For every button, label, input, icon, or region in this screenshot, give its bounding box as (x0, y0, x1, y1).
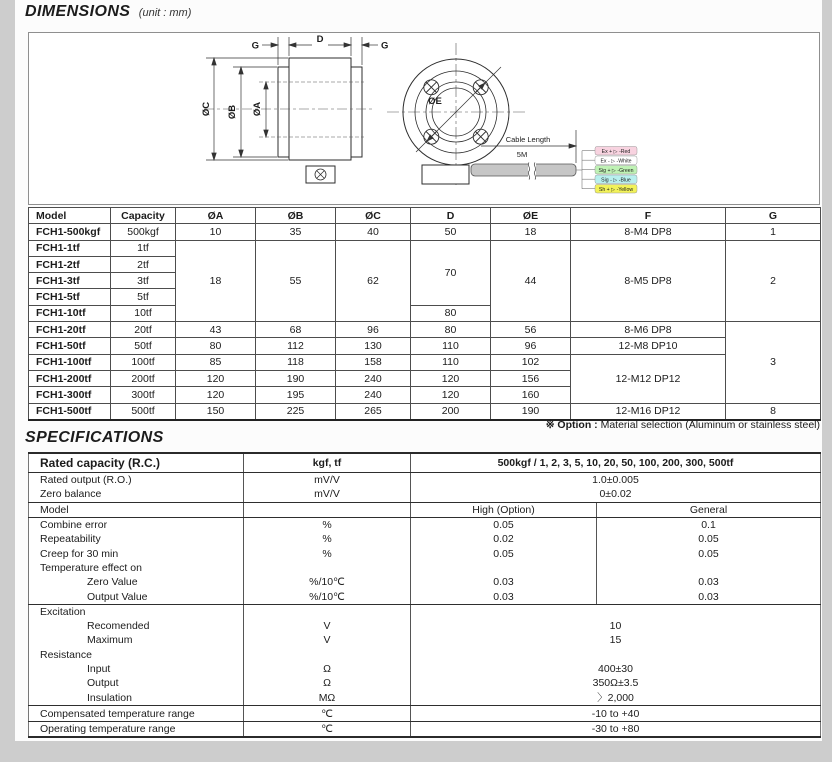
wire-label-text: Ex - ▷ -White (600, 158, 632, 165)
wire-label-sig-plus (595, 166, 637, 175)
cell-d: 50 (411, 224, 491, 240)
spec-label: Temperature effect on (29, 561, 244, 575)
specifications-title-text: SPECIFICATIONS (25, 429, 164, 446)
spec-row (29, 604, 821, 619)
table-row (29, 338, 821, 354)
spec-label: Input (29, 662, 244, 676)
spec-label: Combine error (29, 517, 244, 532)
cell-capacity: 20tf (111, 322, 176, 338)
spec-unit: % (244, 546, 411, 560)
cell-dia-a: 85 (176, 354, 256, 370)
spec-label: Output (29, 676, 244, 690)
spec-unit: %/10℃ (244, 589, 411, 604)
cell-model: FCH1-5tf (29, 289, 111, 305)
cell-dia-e: 96 (491, 338, 571, 354)
spec-unit: Ω (244, 676, 411, 690)
spec-label: Maximum (29, 633, 244, 647)
spec-row (29, 546, 821, 560)
spec-unit (244, 648, 411, 662)
cell-dia-c: 130 (336, 338, 411, 354)
spec-high-value: 0.03 (411, 575, 597, 589)
cell-d: 110 (411, 338, 491, 354)
cell-g: 8 (726, 403, 821, 420)
wire-label-ex-minus (595, 156, 637, 165)
cell-dia-a: 18 (176, 240, 256, 321)
spec-unit: MΩ (244, 690, 411, 706)
cell-capacity: 200tf (111, 370, 176, 386)
dimensions-unit-text: (unit : mm) (138, 7, 192, 19)
spec-value: -10 to +40 (411, 706, 821, 721)
column-header-dia-b: ØB (256, 208, 336, 224)
dim-label-g-left: G (251, 40, 259, 52)
column-header-model: Model (29, 208, 111, 224)
spec-high-value: 0.03 (411, 589, 597, 604)
spec-unit: ℃ (244, 706, 411, 721)
cell-capacity: 100tf (111, 354, 176, 370)
cable-length-value: 5M (516, 150, 528, 159)
cell-model: FCH1-2tf (29, 256, 111, 272)
cable-length-label: Cable Length (505, 135, 551, 144)
option-note-text: Material selection (Aluminum or stainless steel) (597, 419, 820, 431)
cell-dia-b: 55 (256, 240, 336, 321)
dim-label-dia-b: ØB (227, 104, 238, 120)
spec-unit: % (244, 517, 411, 532)
spec-label: Repeatability (29, 532, 244, 546)
cell-dia-c: 158 (336, 354, 411, 370)
spec-label: Zero balance (29, 487, 244, 502)
cell-capacity: 5tf (111, 289, 176, 305)
cell-d: 110 (411, 354, 491, 370)
dim-label-d: D (316, 34, 324, 45)
wire-label-shield (595, 185, 637, 194)
dimensions-title-text: DIMENSIONS (25, 3, 131, 20)
spec-unit: ℃ (244, 721, 411, 737)
table-row (29, 322, 821, 338)
cell-dia-e: 160 (491, 387, 571, 403)
option-note (546, 419, 820, 431)
wire-tree (576, 151, 595, 189)
spec-high-value: 0.05 (411, 517, 597, 532)
spec-label: Resistance (29, 648, 244, 662)
cell-dia-b: 68 (256, 322, 336, 338)
wire-label-text: Sig - ▷ -Blue (601, 177, 631, 184)
column-header-f: F (571, 208, 726, 224)
spec-row (29, 453, 821, 473)
column-header-capacity: Capacity (111, 208, 176, 224)
spec-value: 500kgf / 1, 2, 3, 5, 10, 20, 50, 100, 200, 300, 500tf (411, 453, 821, 473)
spec-label: Creep for 30 min (29, 546, 244, 560)
cell-dia-a: 10 (176, 224, 256, 240)
spec-value (411, 648, 821, 662)
cell-d: 120 (411, 370, 491, 386)
cell-model: FCH1-1tf (29, 240, 111, 256)
dim-label-dia-a: ØA (252, 101, 263, 117)
cell-dia-b: 118 (256, 354, 336, 370)
cell-dia-a: 80 (176, 338, 256, 354)
cell-dia-c: 40 (336, 224, 411, 240)
cell-dia-b: 112 (256, 338, 336, 354)
cell-dia-c: 96 (336, 322, 411, 338)
cell-f: 12-M8 DP10 (571, 338, 726, 354)
column-header-dia-a: ØA (176, 208, 256, 224)
cell-d: 80 (411, 322, 491, 338)
cell-capacity: 2tf (111, 256, 176, 272)
spec-row (29, 706, 821, 721)
spec-unit: mV/V (244, 473, 411, 488)
spec-row (29, 676, 821, 690)
cell-dia-e: 18 (491, 224, 571, 240)
spec-unit: V (244, 619, 411, 633)
spec-unit: mV/V (244, 487, 411, 502)
column-header-dia-c: ØC (336, 208, 411, 224)
cell-f: 12-M16 DP12 (571, 403, 726, 420)
cell-g: 3 (726, 322, 821, 403)
cell-dia-b: 195 (256, 387, 336, 403)
spec-label: Model (29, 502, 244, 517)
spec-label: Output Value (29, 589, 244, 604)
cell-dia-c: 240 (336, 387, 411, 403)
spec-row (29, 575, 821, 589)
spec-general-value: 0.05 (698, 533, 719, 546)
spec-row (29, 487, 821, 502)
spec-label: Compensated temperature range (29, 706, 244, 721)
side-view (278, 58, 362, 183)
cell-model: FCH1-100tf (29, 354, 111, 370)
spec-row (29, 532, 821, 546)
spec-label: Recomended (29, 619, 244, 633)
specifications-table (28, 452, 821, 738)
cell-dia-a: 120 (176, 370, 256, 386)
spec-high-value: 0.05 (411, 546, 597, 560)
spec-value (411, 604, 821, 619)
spec-unit: Ω (244, 662, 411, 676)
cell-dia-a: 43 (176, 322, 256, 338)
spec-general-value: 0.05 (698, 547, 719, 560)
spec-label: Zero Value (29, 575, 244, 589)
spec-general-header: General (597, 502, 821, 517)
cell-dia-b: 35 (256, 224, 336, 240)
dimensions-title (25, 3, 191, 21)
spec-row (29, 721, 821, 737)
spec-label: Operating temperature range (29, 721, 244, 737)
cell-d: 70 (411, 240, 491, 305)
cell-capacity: 500tf (111, 403, 176, 420)
spec-unit: % (244, 532, 411, 546)
cell-model: FCH1-50tf (29, 338, 111, 354)
cell-model: FCH1-300tf (29, 387, 111, 403)
spec-general-value (597, 561, 821, 575)
spec-label: Rated capacity (R.C.) (29, 453, 244, 473)
spec-high-value (411, 561, 597, 575)
cable (471, 162, 576, 180)
cell-dia-c: 240 (336, 370, 411, 386)
cell-d: 200 (411, 403, 491, 420)
table-row (29, 403, 821, 420)
cell-model: FCH1-500tf (29, 403, 111, 420)
cell-dia-c: 265 (336, 403, 411, 420)
column-header-dia-e: ØE (491, 208, 571, 224)
wire-label-text: Ex + ▷ -Red (601, 148, 631, 155)
cell-model: FCH1-10tf (29, 305, 111, 321)
dim-label-dia-e: ØE (428, 96, 442, 107)
cell-dia-c: 62 (336, 240, 411, 321)
cell-g: 2 (726, 240, 821, 321)
spec-general-value: 0.03 (698, 576, 719, 589)
spec-row (29, 473, 821, 488)
spec-value: 15 (609, 634, 622, 647)
column-header-g: G (726, 208, 821, 224)
spec-unit (244, 604, 411, 619)
spec-value: 400±30 (598, 663, 633, 675)
spec-high-value: 0.02 (411, 532, 597, 546)
spec-label: Excitation (29, 604, 244, 619)
cell-dia-b: 190 (256, 370, 336, 386)
spec-label: Insulation (29, 690, 244, 706)
cell-capacity: 10tf (111, 305, 176, 321)
cell-f: 8-M6 DP8 (571, 322, 726, 338)
spec-value: 1.0±0.005 (592, 474, 639, 487)
spec-row (29, 517, 821, 532)
spec-unit: kgf, tf (244, 453, 411, 473)
cell-f: 12-M12 DP12 (571, 354, 726, 403)
wire-label-text: Sh + ▷ -Yellow (598, 186, 634, 193)
spec-row (29, 502, 821, 517)
spec-general-value: 0.03 (597, 589, 821, 604)
spec-unit (244, 561, 411, 575)
cell-capacity: 500kgf (111, 224, 176, 240)
cell-dia-e: 102 (491, 354, 571, 370)
spec-row (29, 561, 821, 575)
cell-d: 120 (411, 387, 491, 403)
option-note-prefix: ※ Option : (545, 419, 598, 431)
spec-row (29, 589, 821, 604)
spec-row (29, 690, 821, 706)
dim-label-g-right: G (381, 40, 389, 52)
spec-row (29, 648, 821, 662)
technical-drawing (28, 32, 820, 205)
wire-label-sig-minus (595, 175, 637, 184)
cell-dia-a: 120 (176, 387, 256, 403)
spec-label: Rated output (R.O.) (29, 473, 244, 488)
cell-dia-b: 225 (256, 403, 336, 420)
cell-capacity: 50tf (111, 338, 176, 354)
spec-unit: V (244, 633, 411, 647)
dim-label-dia-c: ØC (201, 101, 212, 117)
table-header-row (29, 208, 821, 224)
wire-label-text: Sig + ▷ -Green (598, 167, 634, 174)
cell-g: 1 (726, 224, 821, 240)
cell-capacity: 1tf (111, 240, 176, 256)
cell-dia-e: 56 (491, 322, 571, 338)
spec-row (29, 662, 821, 676)
dia-e-dimension (416, 67, 501, 152)
spec-value: 350Ω±3.5 (592, 677, 639, 690)
spec-row (29, 633, 821, 647)
cell-f: 8-M4 DP8 (571, 224, 726, 240)
column-header-d: D (411, 208, 491, 224)
cell-model: FCH1-20tf (29, 322, 111, 338)
dimensions-table (28, 207, 821, 421)
cell-model: FCH1-500kgf (29, 224, 111, 240)
spec-row (29, 619, 821, 633)
wire-label-ex-plus (595, 147, 637, 156)
cell-model: FCH1-200tf (29, 370, 111, 386)
table-row (29, 240, 821, 256)
spec-high-option-header: High (Option) (411, 502, 597, 517)
load-cell-drawing (29, 33, 819, 204)
spec-value: 〉2,000 (411, 690, 821, 706)
cell-capacity: 300tf (111, 387, 176, 403)
spec-value: 0±0.02 (411, 487, 821, 502)
table-row (29, 354, 821, 370)
cell-d: 80 (411, 305, 491, 321)
cell-dia-e: 156 (491, 370, 571, 386)
specifications-title (25, 429, 164, 447)
cell-dia-e: 190 (491, 403, 571, 420)
cell-capacity: 3tf (111, 273, 176, 289)
spec-value: 10 (609, 620, 622, 633)
spec-unit (244, 502, 411, 517)
cell-f: 8-M5 DP8 (571, 240, 726, 321)
table-row (29, 224, 821, 240)
cell-dia-a: 150 (176, 403, 256, 420)
cell-model: FCH1-3tf (29, 273, 111, 289)
spec-unit: %/10℃ (244, 575, 411, 589)
spec-value: -30 to +80 (591, 722, 640, 735)
spec-general-value: 0.1 (701, 519, 716, 532)
cell-dia-e: 44 (491, 240, 571, 321)
